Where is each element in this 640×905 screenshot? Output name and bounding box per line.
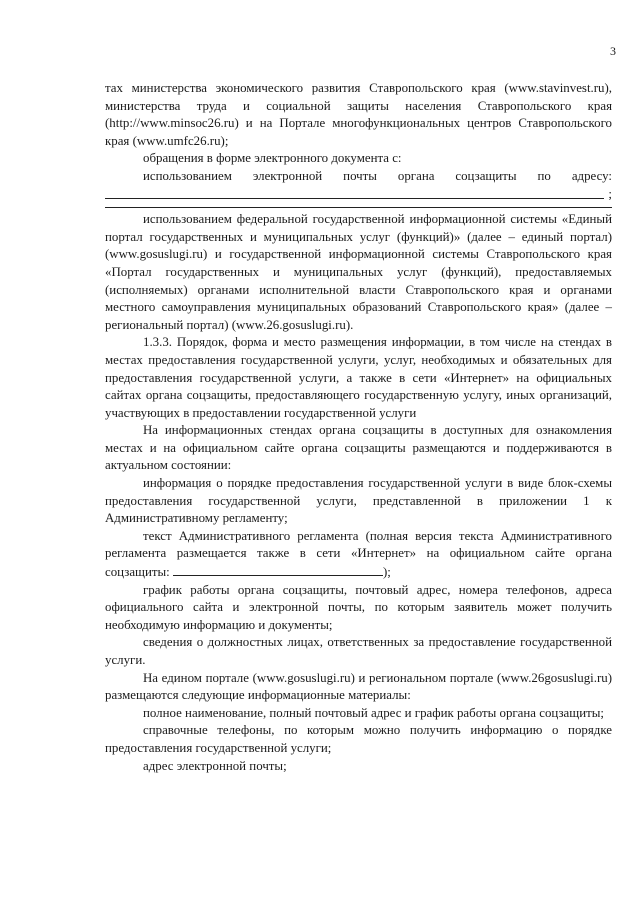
paragraph-block-scheme: информация о порядке предоставления государственной услуги в виде блок-схемы предоставления государственной услуги, представленной в приложении 1 к Административному регламенту; (105, 476, 612, 526)
email-address-blank (105, 186, 612, 204)
paragraph-info-stands: На информационных стендах органа соцзащиты в доступных для ознакомления местах и на официальном сайте органа соцзащиты размещаются и поддерживаются в актуальном состоянии: (105, 423, 612, 473)
regulation-text: текст Административного регламента (полная версия текста Административного регламента размещается также в сети «Интернет» на официальном сайте органа соцзащиты: (105, 528, 612, 580)
website-blank (173, 563, 383, 576)
paragraph-phones: справочные телефоны, по которым можно получить информацию о порядке предоставления государственной услуги; (105, 723, 612, 755)
paragraph-regulation-text (105, 528, 612, 582)
paragraph-officials: сведения о должностных лицах, ответственных за предоставление государственной услуги. (105, 635, 612, 667)
footnote-separator-line (105, 203, 612, 208)
paragraph-portal-materials: На едином портале (www.gosuslugi.ru) и региональном портале (www.26gosuslugi.ru) размещаются следующие информационные материалы: (105, 670, 612, 703)
paragraph-work-schedule: график работы органа соцзащиты, почтовый адрес, номера телефонов, адреса официального сайта и электронной почты, по которым заявитель может получить необходимую информацию и документы; (105, 582, 612, 632)
blank-semicolon: ; (608, 186, 612, 201)
paragraph-portals-continued: тах министерства экономического развития Ставропольского края (www.stavinvest.ru), министерства труда и социальной защиты населения Ставропольского края (http://www.minsoc26.ru) и на Портале многофункциональных центров Ставропольского края (www.umfc26.ru); (105, 81, 612, 148)
document-body (105, 80, 612, 775)
page-number: 3 (610, 44, 616, 58)
paragraph-full-name: полное наименование, полный почтовый адрес и график работы органа соцзащиты; (143, 705, 604, 720)
paragraph-section-1-3-3: 1.3.3. Порядок, форма и место размещения информации, в том числе на стендах в местах предоставления государственной услуги, услуг, необходимых и обязательных для предоставления государственной услуги, а также в сети «Интернет» на официальных сайтах органа соцзащиты, предоставляющего государственную услугу, иных организаций, участвующих в предоставлении государственной услуги (105, 335, 612, 420)
paragraph-email: адрес электронной почты; (143, 758, 287, 773)
paragraph-electronic-requests: обращения в форме электронного документа с: (143, 151, 402, 166)
paragraph-email-usage: использованием электронной почты органа соцзащиты по адресу: (143, 168, 612, 183)
blank-underline (105, 198, 604, 199)
regulation-text-end: ); (382, 565, 391, 580)
paragraph-federal-portal: использованием федеральной государственной информационной системы «Единый портал государственных и муниципальных услуг (функций)» (далее – единый портал) (www.gosuslugi.ru) и государственной информационной системы Ставропольского края «Портал государственных и муниципальных услуг (функций), предоставляемых (исполняемых) органами исполнительной власти Ставропольского края и органами местного самоуправления муниципальных образований Ставропольского края» (далее – региональный портал) (www.26.gosuslugi.ru). (105, 212, 612, 332)
